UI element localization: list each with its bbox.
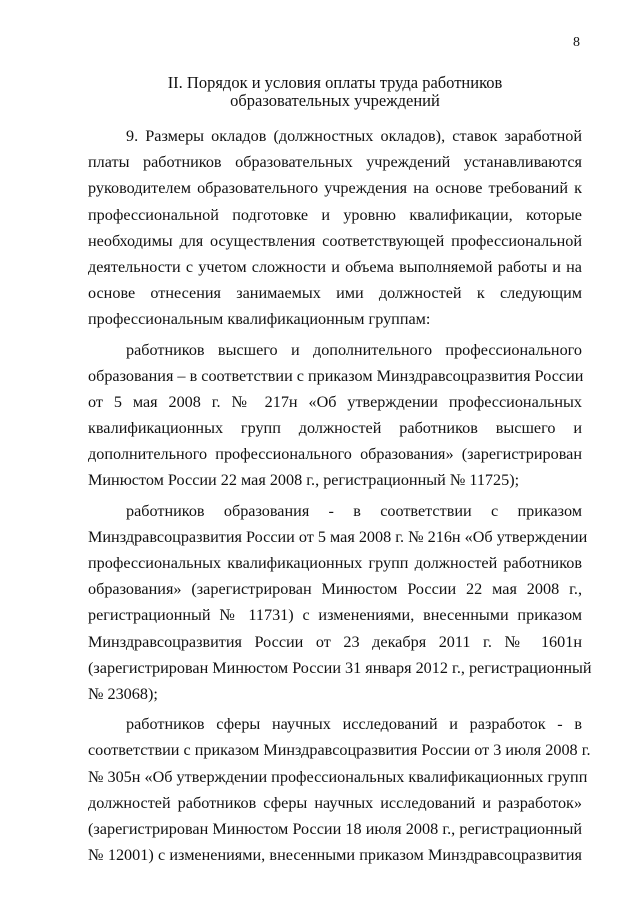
paragraph-salary-rates: [88, 123, 582, 333]
text-line: соответствии с приказом Минздравсоцразвития России от 3 июля 2008 г.: [88, 741, 591, 760]
text-line: образования» (зарегистрирован Минюстом России 22 мая 2008 г.,: [88, 580, 582, 599]
text-line: Минздравсоцразвития России от 23 декабря 2011 г. № 1601н: [88, 632, 582, 651]
text-line: деятельности с учетом сложности и объема выполняемой работы и на: [88, 257, 582, 276]
text-line: работников высшего и дополнительного профессионального: [126, 340, 582, 359]
text-line: Минюстом России 22 мая 2008 г., регистрационный № 11725);: [88, 471, 520, 490]
text-line: образования – в соответствии с приказом Минздравсоцразвития России: [88, 366, 584, 385]
text-line: 9. Размеры окладов (должностных окладов), ставок заработной: [126, 127, 582, 145]
text-line: дополнительного профессионального образования» (зарегистрирован: [88, 445, 582, 464]
body-text: [88, 123, 592, 872]
text-line: (зарегистрирован Минюстом России 18 июля 2008 г., регистрационный: [88, 819, 582, 838]
text-line: работников сферы научных исследований и разработок - в: [126, 715, 582, 734]
section-heading: [88, 74, 582, 110]
text-line: профессиональным квалификационным группам:: [88, 310, 431, 329]
paragraph-research-workers: [88, 711, 591, 868]
text-line: профессиональных квалификационных групп должностей работников: [88, 554, 582, 572]
page-number: 8: [573, 35, 580, 50]
paragraph-education-workers: [88, 498, 592, 708]
text-line: № 23068);: [88, 684, 158, 703]
section-heading-line-1: II. Порядок и условия оплаты труда работников: [167, 73, 503, 92]
section-heading-line-2: образовательных учреждений: [230, 91, 440, 110]
text-line: от 5 мая 2008 г. № 217н «Об утверждении профессиональных: [88, 392, 582, 411]
text-line: работников образования - в соответствии с приказом: [126, 501, 582, 520]
text-line: № 12001) с изменениями, внесенными приказом Минздравсоцразвития: [88, 846, 582, 865]
text-line: необходимы для осуществления соответствующей профессиональной: [88, 231, 582, 250]
text-line: основе отнесения занимаемых ими должностей к следующим: [88, 284, 582, 303]
text-line: регистрационный № 11731) с изменениями, внесенными приказом: [88, 606, 582, 625]
text-line: Минздравсоцразвития России от 5 мая 2008 г. № 216н «Об утверждении: [88, 527, 588, 546]
text-line: должностей работников сферы научных исследований и разработок»: [88, 793, 582, 812]
text-line: (зарегистрирован Минюстом России 31 января 2012 г., регистрационный: [88, 658, 592, 677]
text-line: квалификационных групп должностей работников высшего и: [88, 419, 582, 438]
text-line: платы работников образовательных учреждений устанавливаются: [88, 153, 582, 172]
text-line: № 305н «Об утверждении профессиональных квалификационных групп: [88, 767, 588, 786]
text-line: руководителем образовательного учреждения на основе требований к: [88, 179, 582, 198]
paragraph-higher-education-workers: [88, 337, 582, 494]
text-line: профессиональной подготовке и уровню квалификации, которые: [88, 205, 582, 224]
